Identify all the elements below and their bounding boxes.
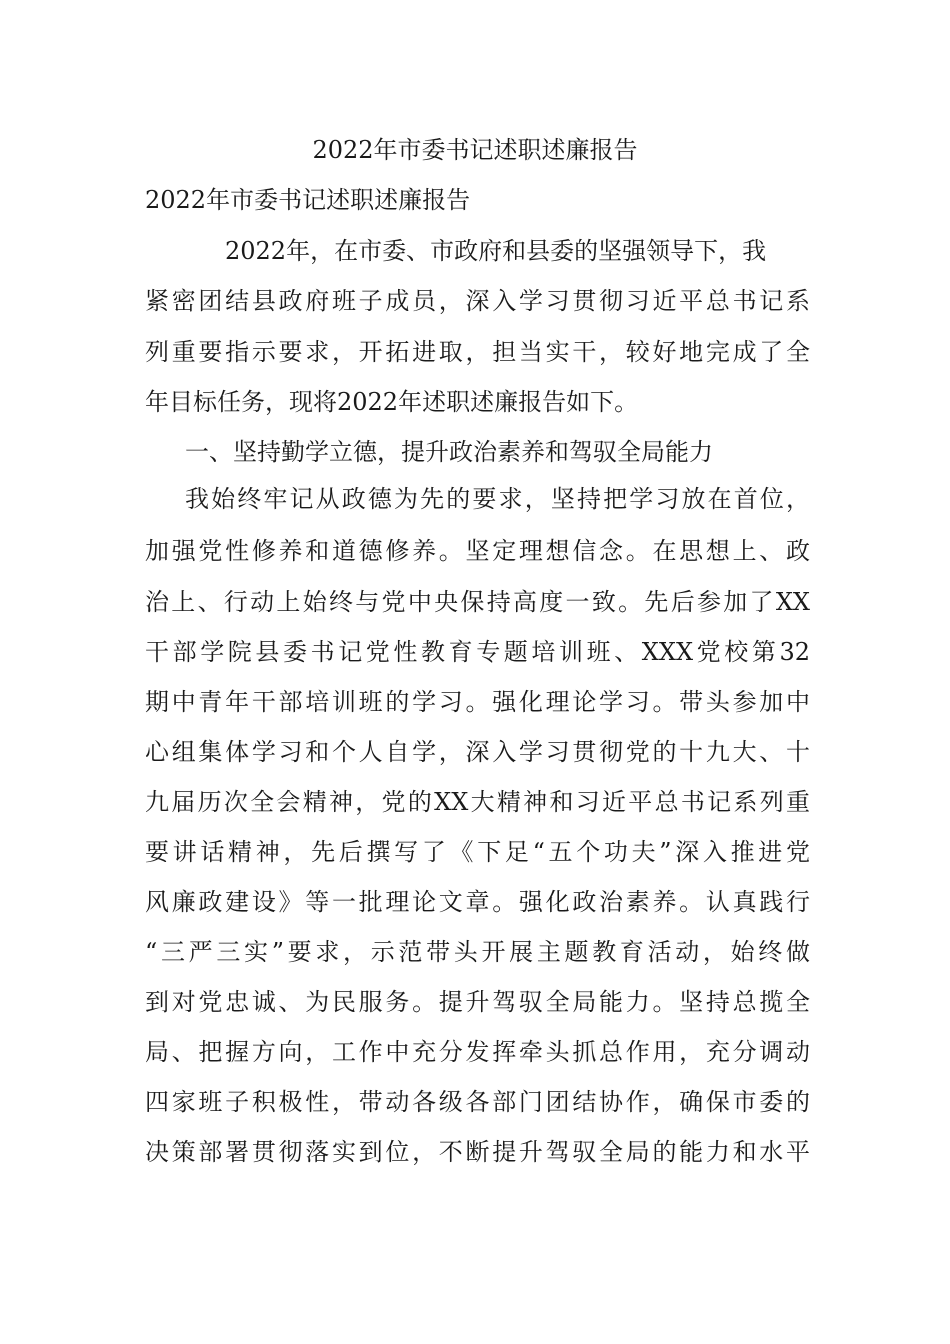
intro-line-3: 列重要指示要求，开拓进取，担当实干，较好地完成了全 [145,338,810,366]
section-line-1: 我始终牢记从政德为先的要求，坚持把学习放在首位， [185,485,810,513]
intro-line-1: 2022年，在市委、市政府和县委的坚强领导下，我 [225,237,767,265]
section-line-9: 风廉政建设》等一批理论文章。强化政治素养。认真践行 [145,888,810,916]
section-line-2: 加强党性修养和道德修养。坚定理想信念。在思想上、政 [145,537,810,565]
document-subtitle: 2022年市委书记述职述廉报告 [145,186,471,214]
section-line-12: 局、把握方向，工作中充分发挥牵头抓总作用，充分调动 [145,1038,810,1066]
section-line-10: “三严三实”要求，示范带头开展主题教育活动，始终做 [145,938,810,966]
section-line-13: 四家班子积极性，带动各级各部门团结协作，确保市委的 [145,1088,810,1116]
section-line-3: 治上、行动上始终与党中央保持高度一致。先后参加了XX [145,588,810,616]
section-line-6: 心组集体学习和个人自学，深入学习贯彻党的十九大、十 [145,738,810,766]
section-line-11: 到对党忠诚、为民服务。提升驾驭全局能力。坚持总揽全 [145,988,810,1016]
intro-line-4: 年目标任务，现将2022年述职述廉报告如下。 [145,388,639,416]
intro-line-2: 紧密团结县政府班子成员，深入学习贯彻习近平总书记系 [145,287,810,315]
section-heading: 一、坚持勤学立德，提升政治素养和驾驭全局能力 [185,438,713,466]
section-line-5: 期中青年干部培训班的学习。强化理论学习。带头参加中 [145,688,810,716]
section-line-14: 决策部署贯彻落实到位，不断提升驾驭全局的能力和水平 [145,1138,810,1166]
document-title: 2022年市委书记述职述廉报告 [312,136,638,164]
section-line-8: 要讲话精神，先后撰写了《下足“五个功夫”深入推进党 [145,838,810,866]
section-line-4: 干部学院县委书记党性教育专题培训班、XXX党校第32 [145,638,810,666]
section-line-7: 九届历次全会精神，党的XX大精神和习近平总书记系列重 [145,788,810,816]
